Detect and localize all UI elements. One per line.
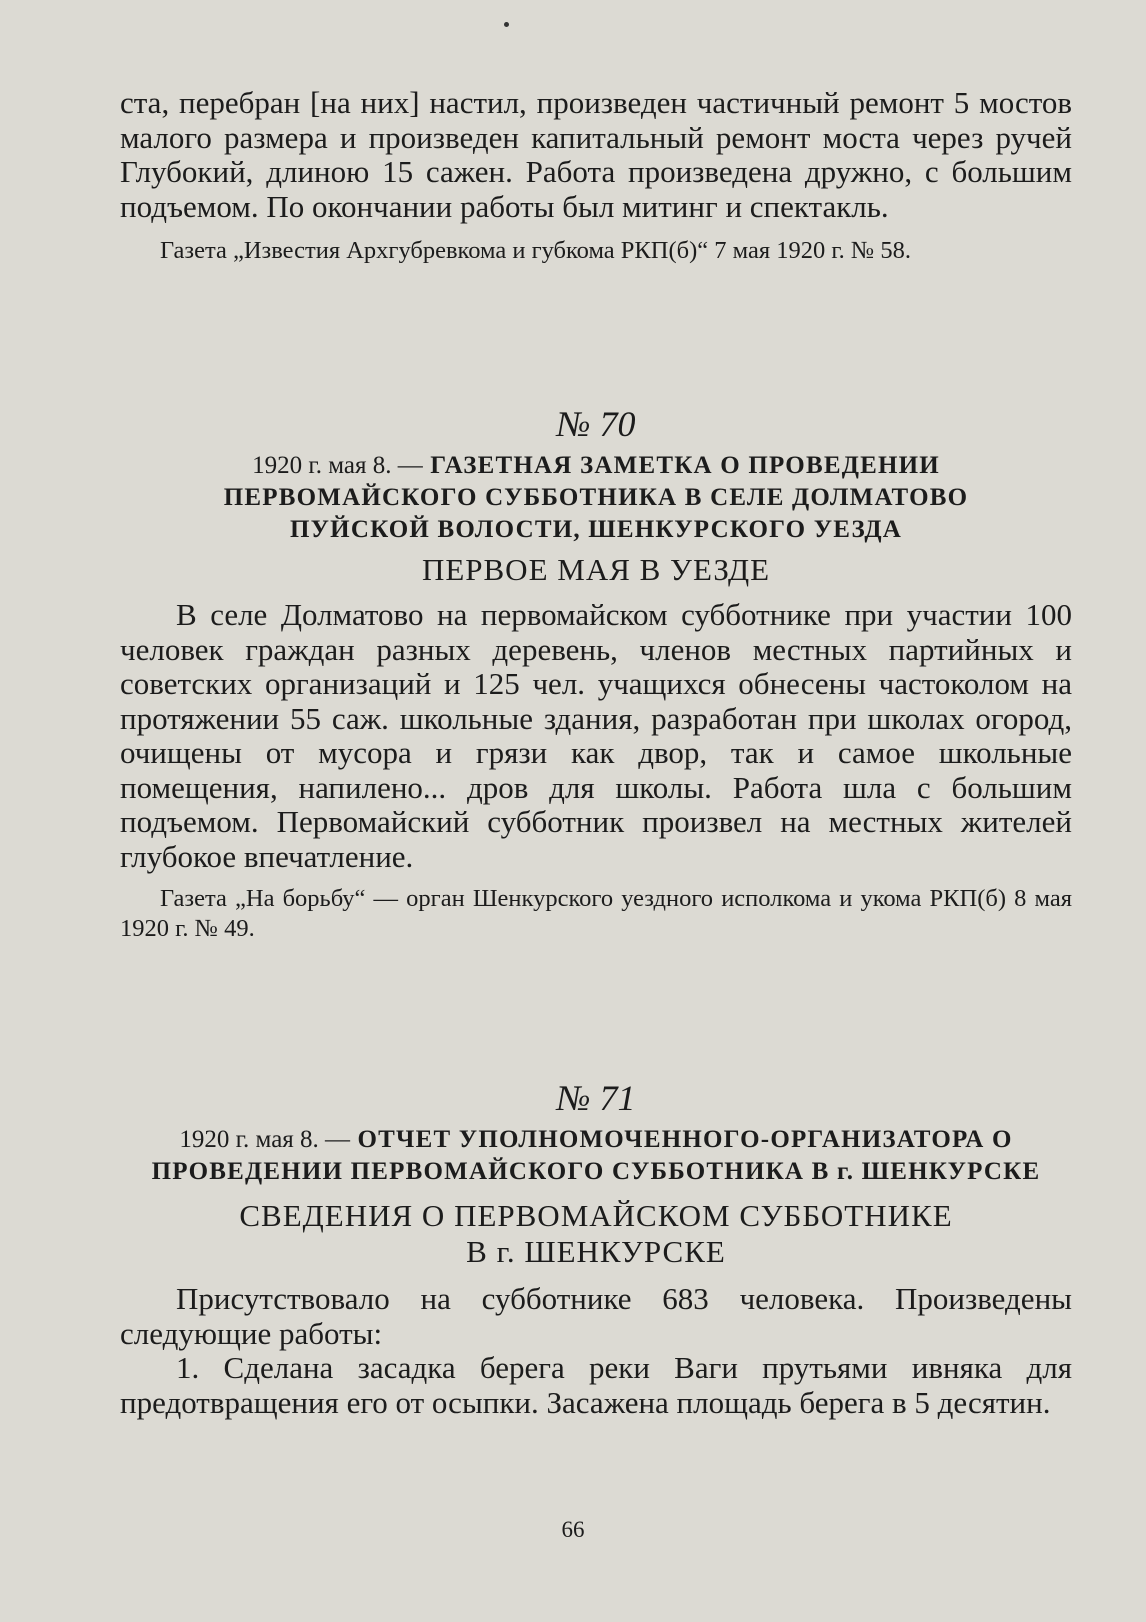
doc71-body-item1: 1. Сделана засадка берега реки Ваги прутьями ивняка для предотвращения его от осыпки. Засажена площадь берега в 5 десятин. [120, 1350, 1072, 1420]
doc71-number: № 71 [556, 1078, 636, 1118]
doc70-number: № 70 [556, 404, 636, 444]
doc70-source: Газета „На борьбу“ — орган Шенкурского уездного исполкома и укома РКП(б) 8 мая 1920 г. № 49. [120, 885, 1072, 942]
doc70-title: ПЕРВОЕ МАЯ В УЕЗДЕ [421, 552, 771, 587]
doc70-body: В селе Долматово на первомайском субботнике при участии 100 человек граждан разных деревень, членов местных партийных и советских организаций и 125 чел. учащихся обнесены частоколом на протяжении 55 саж. школьные здания, разработан при школах огород, очищены от мусора и грязи как двор, так и самое школьные помещения, напилено... дров для школы. Работа шла с большим подъемом. Первомайский субботник произвел на местных жителей глубокое впечатление. [120, 597, 1072, 874]
fragment-source: Газета „Известия Архгубревкома и губкома РКП(б)“ 7 мая 1920 г. № 58. [160, 237, 911, 264]
document-70 [120, 404, 1072, 944]
doc71-title-line1: СВЕДЕНИЯ О ПЕРВОМАЙСКОМ СУББОТНИКЕ [239, 1198, 953, 1233]
doc71-heading [120, 1124, 1072, 1188]
top-fragment [120, 86, 1072, 266]
doc70-date: 1920 г. мая 8. — [252, 452, 423, 479]
page-number: 66 [561, 1517, 585, 1542]
doc71-heading-text: ОТЧЕТ УПОЛНОМОЧЕННОГО-ОРГАНИЗАТОРА О ПРОВЕДЕНИИ ПЕРВОМАЙСКОГО СУББОТНИКА В г. ШЕНКУРСКЕ [151, 1126, 1041, 1185]
document-71 [120, 1078, 1072, 1420]
doc70-heading [120, 450, 1072, 546]
doc71-body-intro: Присутствовало на субботнике 683 человека. Произведены следующие работы: [120, 1281, 1072, 1351]
doc70-heading-text: ГАЗЕТНАЯ ЗАМЕТКА О ПРОВЕДЕНИИ ПЕРВОМАЙСКОГО СУББОТНИКА В СЕЛЕ ДОЛМАТОВО ПУЙСКОЙ ВОЛОСТИ, ШЕНКУРСКОГО УЕЗДА [223, 452, 969, 543]
doc71-date: 1920 г. мая 8. — [179, 1126, 351, 1153]
doc71-title-line2: В г. ШЕНКУРСКЕ [466, 1234, 726, 1269]
print-speck [504, 22, 509, 27]
fragment-text: ста, перебран [на них] настил, произведен частичный ремонт 5 мостов малого размера и произведен капитальный ремонт моста через ручей Глубокий, длиною 15 сажен. Работа произведена дружно, с большим подъемом. По окончании работы был митинг и спектакль. [120, 85, 1072, 224]
